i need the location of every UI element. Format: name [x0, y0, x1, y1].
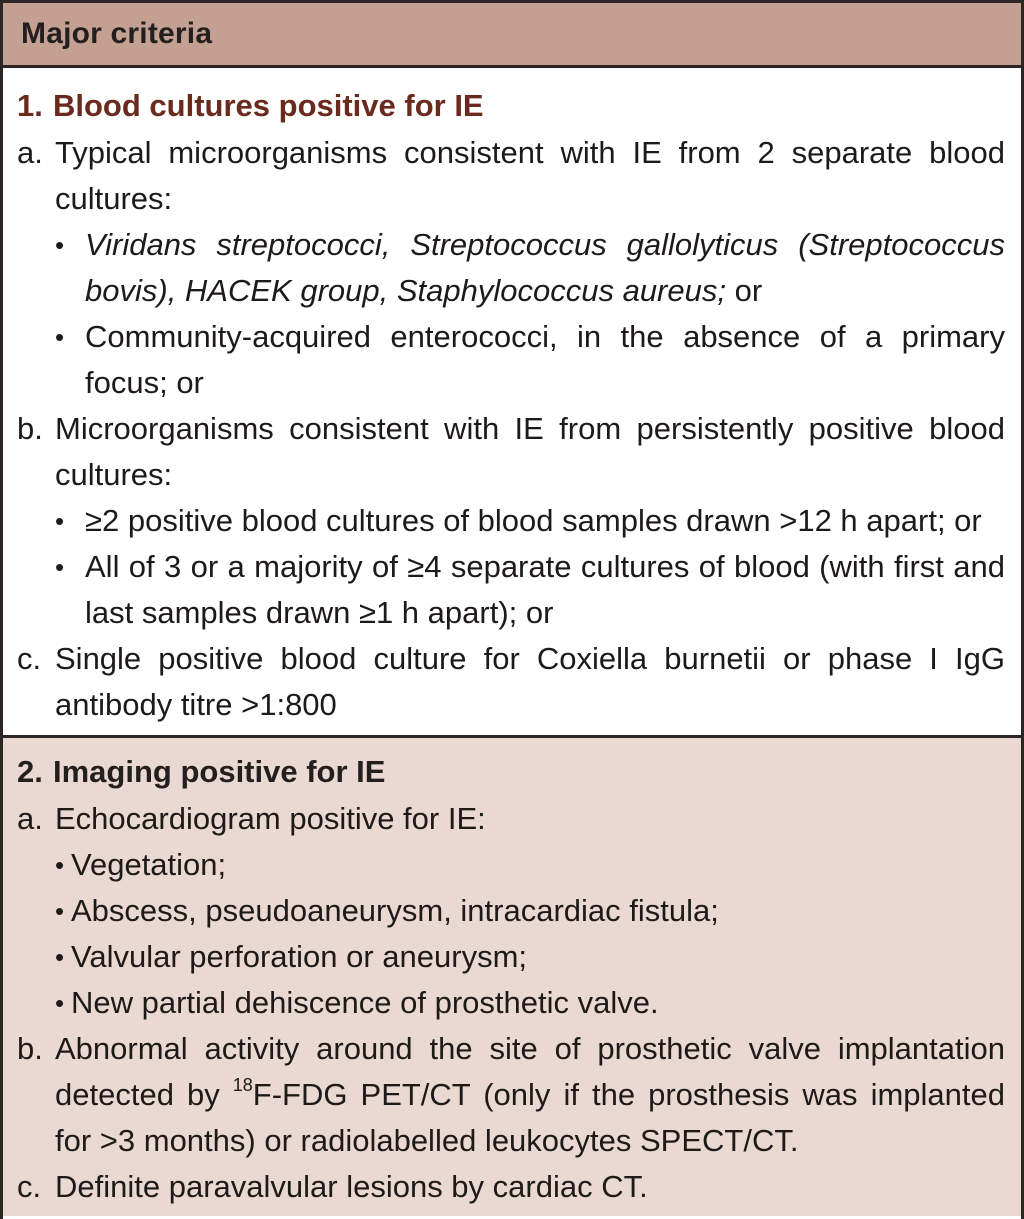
criterion-item [17, 406, 1005, 498]
criterion-item [17, 130, 1005, 222]
section-heading [17, 752, 1005, 792]
table-header [3, 3, 1021, 68]
bullet-suffix: or [725, 273, 763, 308]
section-number: 1. [17, 88, 43, 123]
bullet-text: All of 3 or a majority of ≥4 separate cultures of blood (with first and last samples drawn ≥1 h apart); or [85, 549, 1005, 630]
section-title: Imaging positive for IE [53, 754, 386, 789]
criterion-text: Abnormal activity around the site of prosthetic valve implantation detected by [55, 1031, 1005, 1112]
bullet-text: ≥2 positive blood cultures of blood samples drawn >12 h apart; or [85, 503, 982, 538]
bullet-icon: • [55, 988, 65, 1018]
bullet-item [17, 842, 1005, 888]
criterion-letter: b. [17, 1031, 43, 1066]
criterion-item [17, 636, 1005, 728]
section-heading [17, 86, 1005, 126]
bullet-item [17, 222, 1005, 314]
criterion-text: Microorganisms consistent with IE from persistently positive blood cultures: [55, 411, 1005, 492]
bullet-item [17, 934, 1005, 980]
section-blood-cultures [3, 68, 1021, 738]
criterion-item [17, 796, 1005, 842]
criterion-letter: b. [17, 411, 43, 446]
table-header-title: Major criteria [21, 17, 213, 50]
bullet-item [17, 544, 1005, 636]
bullet-text: Vegetation; [71, 847, 227, 882]
criterion-text: Definite paravalvular lesions by cardiac CT. [55, 1169, 648, 1204]
criterion-text-continued: F-FDG PET/CT (only if the prosthesis was implanted for >3 months) or radiolabelled leukocytes SPECT/CT. [55, 1077, 1005, 1158]
bullet-icon: • [55, 322, 65, 352]
bullet-text: Abscess, pseudoaneurysm, intracardiac fistula; [71, 893, 719, 928]
criterion-letter: c. [17, 641, 42, 676]
criterion-item [17, 1026, 1005, 1164]
bullet-item [17, 888, 1005, 934]
criterion-letter: a. [17, 135, 43, 170]
bullet-list [17, 842, 1005, 1026]
bullet-list [17, 498, 1005, 636]
bullet-icon: • [55, 896, 65, 926]
criterion-text: Echocardiogram positive for IE: [55, 801, 486, 836]
bullet-list [17, 222, 1005, 406]
bullet-icon: • [55, 942, 65, 972]
bullet-icon: • [55, 506, 65, 536]
criterion-item [17, 1164, 1005, 1210]
bullet-text: Valvular perforation or aneurysm; [71, 939, 528, 974]
bullet-text: New partial dehiscence of prosthetic valve. [71, 985, 659, 1020]
criterion-letter: c. [17, 1169, 42, 1204]
organism-names: Viridans streptococci, Streptococcus gallolyticus (Streptococcus bovis), HACEK group, Staphylococcus aureus; [85, 227, 1005, 308]
bullet-icon: • [55, 850, 65, 880]
section-title: Blood cultures positive for IE [53, 88, 484, 123]
criterion-text: Single positive blood culture for Coxiella burnetii or phase I IgG antibody titre >1:800 [55, 641, 1005, 722]
criterion-letter: a. [17, 801, 43, 836]
section-number: 2. [17, 754, 43, 789]
bullet-item [17, 498, 1005, 544]
bullet-text: Community-acquired enterococci, in the absence of a primary focus; or [85, 319, 1005, 400]
bullet-icon: • [55, 552, 65, 582]
superscript-isotope: 18 [232, 1075, 253, 1095]
section-imaging [3, 738, 1021, 1216]
criterion-text: Typical microorganisms consistent with IE from 2 separate blood cultures: [55, 135, 1005, 216]
bullet-item [17, 314, 1005, 406]
bullet-item [17, 980, 1005, 1026]
bullet-icon: • [55, 230, 65, 260]
